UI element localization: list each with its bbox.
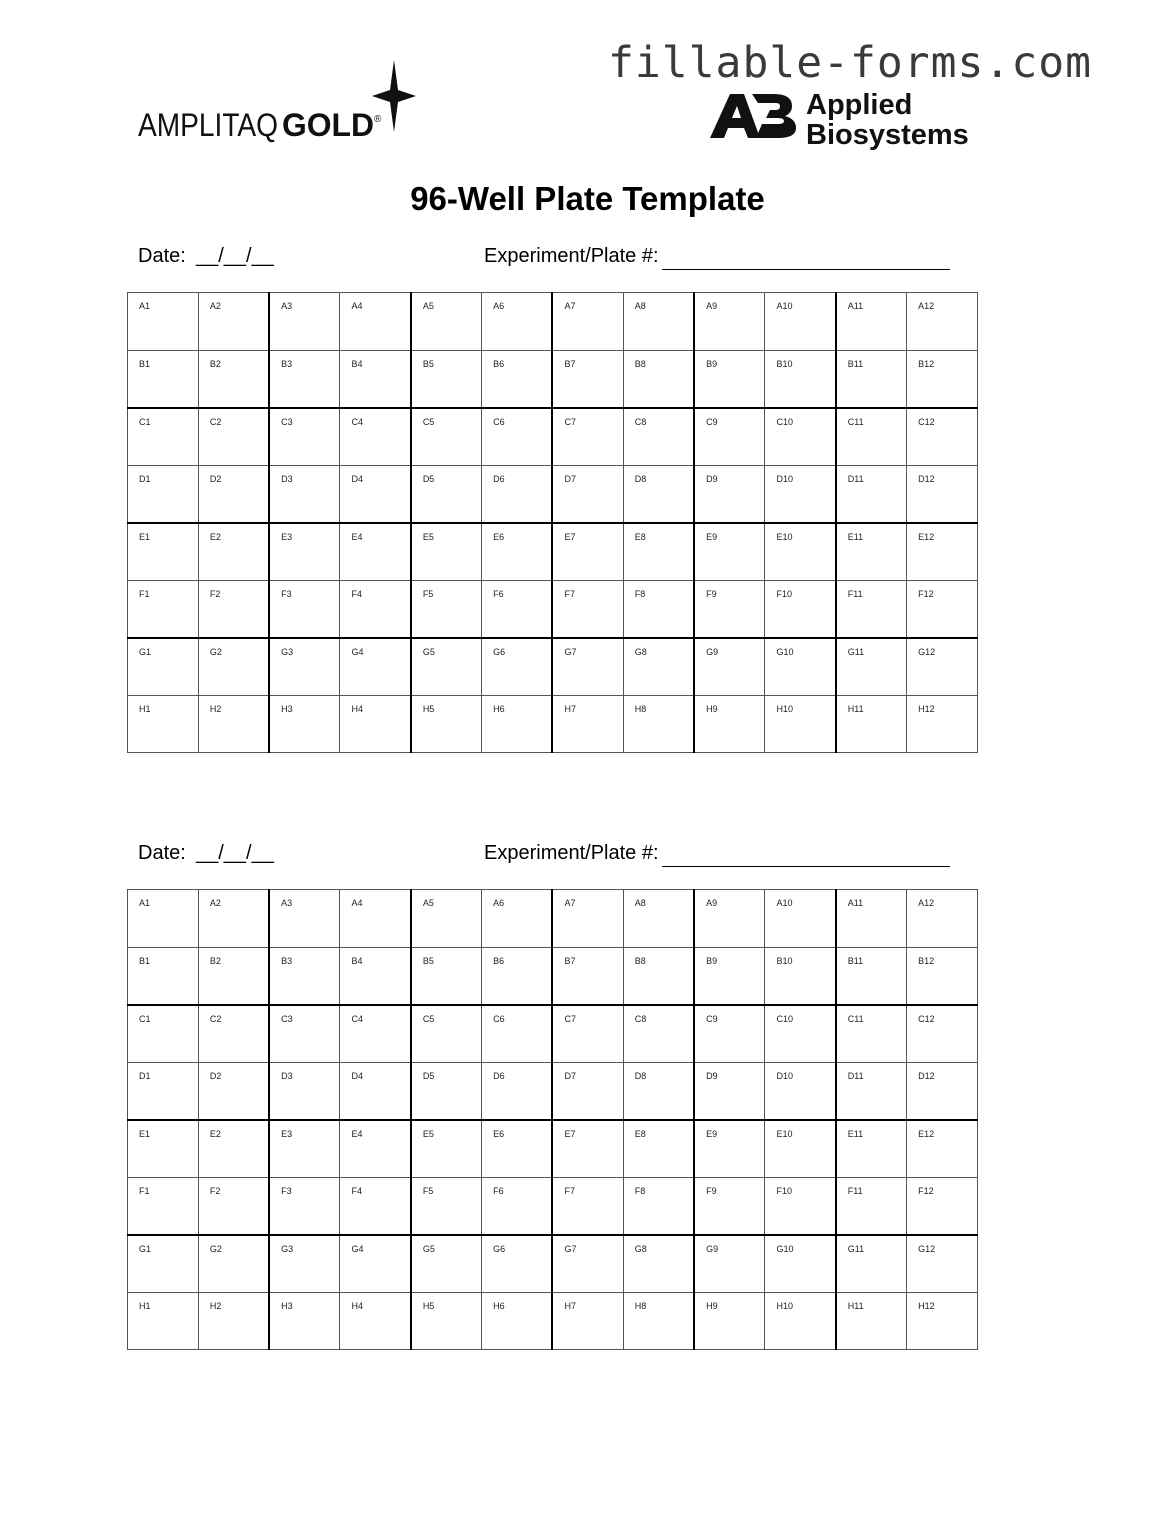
well-c5[interactable]: C5 <box>411 1005 482 1063</box>
well-a7[interactable]: A7 <box>552 890 623 948</box>
plate-row-c <box>128 1005 978 1063</box>
well-h9[interactable]: H9 <box>694 695 765 753</box>
well-g2[interactable]: G2 <box>198 638 269 696</box>
well-g11[interactable]: G11 <box>836 638 907 696</box>
well-e1[interactable]: E1 <box>128 523 199 581</box>
well-a9[interactable]: A9 <box>694 890 765 948</box>
well-f7[interactable]: F7 <box>552 580 623 638</box>
well-a10[interactable]: A10 <box>765 293 836 351</box>
well-a2[interactable]: A2 <box>198 293 269 351</box>
well-g9[interactable]: G9 <box>694 1235 765 1293</box>
well-a8[interactable]: A8 <box>623 293 694 351</box>
well-b10[interactable]: B10 <box>765 350 836 408</box>
well-d2[interactable]: D2 <box>198 1062 269 1120</box>
well-b2[interactable]: B2 <box>198 947 269 1005</box>
well-a7[interactable]: A7 <box>552 293 623 351</box>
well-a12[interactable]: A12 <box>907 890 978 948</box>
well-e3[interactable]: E3 <box>269 523 340 581</box>
svg-text:GOLD: GOLD <box>282 107 374 143</box>
well-f11[interactable]: F11 <box>836 1177 907 1235</box>
date-field[interactable]: __/__/__ <box>196 245 274 267</box>
well-e9[interactable]: E9 <box>694 1120 765 1178</box>
well-h8[interactable]: H8 <box>623 695 694 753</box>
well-g4[interactable]: G4 <box>340 1235 411 1293</box>
plate-row-b <box>128 947 978 1005</box>
well-e12[interactable]: E12 <box>907 1120 978 1178</box>
date-field[interactable]: __/__/__ <box>196 842 274 864</box>
plate-row-f <box>128 580 978 638</box>
plate-row-d <box>128 1062 978 1120</box>
well-f8[interactable]: F8 <box>623 580 694 638</box>
well-c8[interactable]: C8 <box>623 408 694 466</box>
experiment-plate-field[interactable] <box>662 866 950 867</box>
svg-text:AMPLITAQ: AMPLITAQ <box>138 107 278 143</box>
well-b11[interactable]: B11 <box>836 350 907 408</box>
well-d5[interactable]: D5 <box>411 465 482 523</box>
date-label: Date: <box>138 842 186 864</box>
well-b9[interactable]: B9 <box>694 947 765 1005</box>
well-b6[interactable]: B6 <box>482 350 553 408</box>
well-c8[interactable]: C8 <box>623 1005 694 1063</box>
well-e10[interactable]: E10 <box>765 1120 836 1178</box>
well-a11[interactable]: A11 <box>836 890 907 948</box>
well-b3[interactable]: B3 <box>269 350 340 408</box>
well-a11[interactable]: A11 <box>836 293 907 351</box>
well-b9[interactable]: B9 <box>694 350 765 408</box>
plate-row-g <box>128 638 978 696</box>
well-e4[interactable]: E4 <box>340 1120 411 1178</box>
well-plate-grid-2 <box>127 889 978 1350</box>
plate-row-e <box>128 1120 978 1178</box>
well-a4[interactable]: A4 <box>340 890 411 948</box>
well-f11[interactable]: F11 <box>836 580 907 638</box>
well-b8[interactable]: B8 <box>623 350 694 408</box>
well-c3[interactable]: C3 <box>269 1005 340 1063</box>
well-h5[interactable]: H5 <box>411 695 482 753</box>
experiment-plate-label: Experiment/Plate #: <box>484 842 659 864</box>
well-d3[interactable]: D3 <box>269 465 340 523</box>
well-a3[interactable]: A3 <box>269 890 340 948</box>
well-f9[interactable]: F9 <box>694 1177 765 1235</box>
svg-text:Biosystems: Biosystems <box>806 119 969 151</box>
well-c9[interactable]: C9 <box>694 1005 765 1063</box>
applied-biosystems-logo <box>708 88 978 152</box>
well-e5[interactable]: E5 <box>411 523 482 581</box>
well-b12[interactable]: B12 <box>907 350 978 408</box>
well-f8[interactable]: F8 <box>623 1177 694 1235</box>
well-a8[interactable]: A8 <box>623 890 694 948</box>
well-g10[interactable]: G10 <box>765 1235 836 1293</box>
well-d6[interactable]: D6 <box>482 465 553 523</box>
well-c1[interactable]: C1 <box>128 1005 199 1063</box>
well-h2[interactable]: H2 <box>198 695 269 753</box>
well-e6[interactable]: E6 <box>482 523 553 581</box>
svg-text:Applied: Applied <box>806 89 913 121</box>
well-a5[interactable]: A5 <box>411 293 482 351</box>
well-a1[interactable]: A1 <box>128 293 199 351</box>
well-f4[interactable]: F4 <box>340 580 411 638</box>
well-f6[interactable]: F6 <box>482 580 553 638</box>
well-f1[interactable]: F1 <box>128 1177 199 1235</box>
well-f2[interactable]: F2 <box>198 1177 269 1235</box>
well-g8[interactable]: G8 <box>623 638 694 696</box>
well-b5[interactable]: B5 <box>411 947 482 1005</box>
svg-text:®: ® <box>374 114 382 125</box>
well-d7[interactable]: D7 <box>552 465 623 523</box>
well-c10[interactable]: C10 <box>765 1005 836 1063</box>
well-b12[interactable]: B12 <box>907 947 978 1005</box>
well-d12[interactable]: D12 <box>907 465 978 523</box>
well-e12[interactable]: E12 <box>907 523 978 581</box>
well-c2[interactable]: C2 <box>198 1005 269 1063</box>
well-b3[interactable]: B3 <box>269 947 340 1005</box>
well-d3[interactable]: D3 <box>269 1062 340 1120</box>
well-e7[interactable]: E7 <box>552 523 623 581</box>
well-a10[interactable]: A10 <box>765 890 836 948</box>
well-f9[interactable]: F9 <box>694 580 765 638</box>
well-h11[interactable]: H11 <box>836 695 907 753</box>
well-g5[interactable]: G5 <box>411 1235 482 1293</box>
well-a4[interactable]: A4 <box>340 293 411 351</box>
well-h5[interactable]: H5 <box>411 1292 482 1350</box>
well-e11[interactable]: E11 <box>836 1120 907 1178</box>
well-h6[interactable]: H6 <box>482 695 553 753</box>
well-h8[interactable]: H8 <box>623 1292 694 1350</box>
experiment-plate-label: Experiment/Plate #: <box>484 245 659 267</box>
well-g3[interactable]: G3 <box>269 1235 340 1293</box>
well-d4[interactable]: D4 <box>340 465 411 523</box>
plate-row-a <box>128 890 978 948</box>
well-h10[interactable]: H10 <box>765 1292 836 1350</box>
well-d9[interactable]: D9 <box>694 465 765 523</box>
well-e4[interactable]: E4 <box>340 523 411 581</box>
well-f12[interactable]: F12 <box>907 1177 978 1235</box>
plate-row-g <box>128 1235 978 1293</box>
well-c4[interactable]: C4 <box>340 408 411 466</box>
well-e2[interactable]: E2 <box>198 523 269 581</box>
well-g7[interactable]: G7 <box>552 638 623 696</box>
well-f6[interactable]: F6 <box>482 1177 553 1235</box>
well-d6[interactable]: D6 <box>482 1062 553 1120</box>
date-label: Date: <box>138 245 186 267</box>
well-f5[interactable]: F5 <box>411 580 482 638</box>
well-e7[interactable]: E7 <box>552 1120 623 1178</box>
well-g9[interactable]: G9 <box>694 638 765 696</box>
well-d1[interactable]: D1 <box>128 1062 199 1120</box>
well-h1[interactable]: H1 <box>128 1292 199 1350</box>
page-title: 96-Well Plate Template <box>410 180 765 217</box>
well-d5[interactable]: D5 <box>411 1062 482 1120</box>
amplitaq-gold-logo <box>136 58 426 148</box>
well-h6[interactable]: H6 <box>482 1292 553 1350</box>
well-h3[interactable]: H3 <box>269 695 340 753</box>
well-e6[interactable]: E6 <box>482 1120 553 1178</box>
well-b5[interactable]: B5 <box>411 350 482 408</box>
well-b10[interactable]: B10 <box>765 947 836 1005</box>
well-e2[interactable]: E2 <box>198 1120 269 1178</box>
plate-row-h <box>128 695 978 753</box>
well-c5[interactable]: C5 <box>411 408 482 466</box>
well-h7[interactable]: H7 <box>552 1292 623 1350</box>
well-g6[interactable]: G6 <box>482 1235 553 1293</box>
well-h3[interactable]: H3 <box>269 1292 340 1350</box>
well-h12[interactable]: H12 <box>907 1292 978 1350</box>
well-c7[interactable]: C7 <box>552 408 623 466</box>
well-g4[interactable]: G4 <box>340 638 411 696</box>
well-e9[interactable]: E9 <box>694 523 765 581</box>
well-c11[interactable]: C11 <box>836 408 907 466</box>
well-d11[interactable]: D11 <box>836 465 907 523</box>
well-d10[interactable]: D10 <box>765 1062 836 1120</box>
well-g5[interactable]: G5 <box>411 638 482 696</box>
well-e10[interactable]: E10 <box>765 523 836 581</box>
well-c12[interactable]: C12 <box>907 408 978 466</box>
well-e11[interactable]: E11 <box>836 523 907 581</box>
well-f3[interactable]: F3 <box>269 580 340 638</box>
plate-row-d <box>128 465 978 523</box>
well-b1[interactable]: B1 <box>128 947 199 1005</box>
well-c7[interactable]: C7 <box>552 1005 623 1063</box>
well-h1[interactable]: H1 <box>128 695 199 753</box>
well-b4[interactable]: B4 <box>340 350 411 408</box>
well-f7[interactable]: F7 <box>552 1177 623 1235</box>
well-b2[interactable]: B2 <box>198 350 269 408</box>
well-d12[interactable]: D12 <box>907 1062 978 1120</box>
well-g11[interactable]: G11 <box>836 1235 907 1293</box>
well-h4[interactable]: H4 <box>340 695 411 753</box>
watermark: fillable-forms.com <box>608 38 1092 88</box>
well-e1[interactable]: E1 <box>128 1120 199 1178</box>
well-b1[interactable]: B1 <box>128 350 199 408</box>
well-plate-grid-1 <box>127 292 978 753</box>
well-a6[interactable]: A6 <box>482 293 553 351</box>
well-c9[interactable]: C9 <box>694 408 765 466</box>
well-c10[interactable]: C10 <box>765 408 836 466</box>
well-a12[interactable]: A12 <box>907 293 978 351</box>
well-e8[interactable]: E8 <box>623 1120 694 1178</box>
well-h7[interactable]: H7 <box>552 695 623 753</box>
well-h10[interactable]: H10 <box>765 695 836 753</box>
well-g12[interactable]: G12 <box>907 638 978 696</box>
plate-2-info <box>138 842 978 872</box>
plate-row-c <box>128 408 978 466</box>
plate-row-a <box>128 293 978 351</box>
well-b4[interactable]: B4 <box>340 947 411 1005</box>
well-c6[interactable]: C6 <box>482 408 553 466</box>
well-d2[interactable]: D2 <box>198 465 269 523</box>
well-b6[interactable]: B6 <box>482 947 553 1005</box>
well-b11[interactable]: B11 <box>836 947 907 1005</box>
well-g1[interactable]: G1 <box>128 1235 199 1293</box>
well-f4[interactable]: F4 <box>340 1177 411 1235</box>
well-d10[interactable]: D10 <box>765 465 836 523</box>
plate-row-f <box>128 1177 978 1235</box>
well-f10[interactable]: F10 <box>765 580 836 638</box>
well-c1[interactable]: C1 <box>128 408 199 466</box>
well-b8[interactable]: B8 <box>623 947 694 1005</box>
well-d8[interactable]: D8 <box>623 465 694 523</box>
well-f3[interactable]: F3 <box>269 1177 340 1235</box>
well-c2[interactable]: C2 <box>198 408 269 466</box>
well-g3[interactable]: G3 <box>269 638 340 696</box>
well-d8[interactable]: D8 <box>623 1062 694 1120</box>
well-d4[interactable]: D4 <box>340 1062 411 1120</box>
plate-row-h <box>128 1292 978 1350</box>
well-g10[interactable]: G10 <box>765 638 836 696</box>
well-a2[interactable]: A2 <box>198 890 269 948</box>
well-f10[interactable]: F10 <box>765 1177 836 1235</box>
well-c12[interactable]: C12 <box>907 1005 978 1063</box>
plate-1-info <box>138 245 978 275</box>
well-h11[interactable]: H11 <box>836 1292 907 1350</box>
well-f1[interactable]: F1 <box>128 580 199 638</box>
well-g12[interactable]: G12 <box>907 1235 978 1293</box>
well-d9[interactable]: D9 <box>694 1062 765 1120</box>
well-a5[interactable]: A5 <box>411 890 482 948</box>
well-g2[interactable]: G2 <box>198 1235 269 1293</box>
well-c4[interactable]: C4 <box>340 1005 411 1063</box>
well-h2[interactable]: H2 <box>198 1292 269 1350</box>
well-g7[interactable]: G7 <box>552 1235 623 1293</box>
well-a6[interactable]: A6 <box>482 890 553 948</box>
well-g1[interactable]: G1 <box>128 638 199 696</box>
well-b7[interactable]: B7 <box>552 350 623 408</box>
well-g6[interactable]: G6 <box>482 638 553 696</box>
well-e5[interactable]: E5 <box>411 1120 482 1178</box>
well-d7[interactable]: D7 <box>552 1062 623 1120</box>
well-g8[interactable]: G8 <box>623 1235 694 1293</box>
well-a9[interactable]: A9 <box>694 293 765 351</box>
well-b7[interactable]: B7 <box>552 947 623 1005</box>
plate-row-e <box>128 523 978 581</box>
well-h12[interactable]: H12 <box>907 695 978 753</box>
well-e8[interactable]: E8 <box>623 523 694 581</box>
plate-row-b <box>128 350 978 408</box>
well-f2[interactable]: F2 <box>198 580 269 638</box>
well-c6[interactable]: C6 <box>482 1005 553 1063</box>
well-c11[interactable]: C11 <box>836 1005 907 1063</box>
well-h4[interactable]: H4 <box>340 1292 411 1350</box>
experiment-plate-field[interactable] <box>662 269 950 270</box>
well-d11[interactable]: D11 <box>836 1062 907 1120</box>
well-d1[interactable]: D1 <box>128 465 199 523</box>
well-c3[interactable]: C3 <box>269 408 340 466</box>
well-h9[interactable]: H9 <box>694 1292 765 1350</box>
well-a3[interactable]: A3 <box>269 293 340 351</box>
well-e3[interactable]: E3 <box>269 1120 340 1178</box>
well-a1[interactable]: A1 <box>128 890 199 948</box>
well-f12[interactable]: F12 <box>907 580 978 638</box>
well-f5[interactable]: F5 <box>411 1177 482 1235</box>
